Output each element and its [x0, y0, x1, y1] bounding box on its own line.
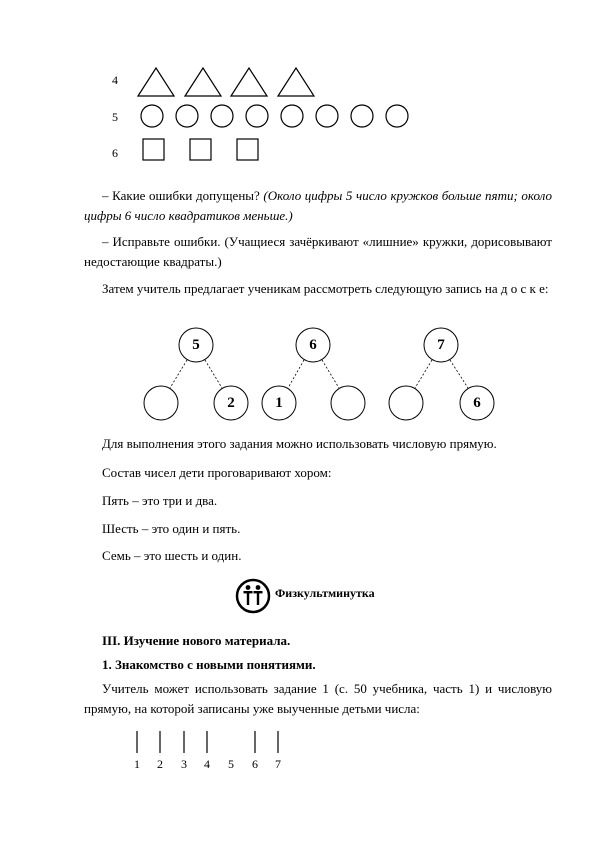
tick-label-1: 1 — [134, 757, 140, 771]
tick-label-4: 4 — [204, 757, 210, 771]
tree1-right-number: 2 — [227, 395, 235, 411]
row-label-5: 5 — [112, 110, 118, 124]
board-paragraph: Затем учитель предлагает ученикам рассмотреть следующую запись на д о с к е: — [102, 281, 549, 296]
tree3-right-number: 6 — [473, 395, 481, 411]
section-heading: III. Изучение нового материала. — [102, 633, 291, 648]
chorus-intro: Состав чисел дети проговаривают хором: — [102, 465, 332, 480]
tree1-top-number: 5 — [192, 337, 200, 353]
answer-text: (Около цифры 5 число кружков больше пяти; около цифры 6 число квадратиков меньше.) — [84, 188, 552, 223]
subsection-heading: 1. Знакомство с новыми понятиями. — [102, 657, 316, 672]
tick-label-3: 3 — [181, 757, 187, 771]
tick-label-7: 7 — [275, 757, 281, 771]
row-label-6: 6 — [112, 146, 118, 160]
tree2-left-number: 1 — [275, 395, 283, 411]
number-line-hint: Для выполнения этого задания можно использовать числовую прямую. — [102, 436, 497, 451]
row-label-4: 4 — [112, 73, 118, 87]
tree2-top-number: 6 — [309, 337, 317, 353]
task-paragraph: Учитель может использовать задание 1 (с. 50 учебника, часть 1) и числовую прямую, на которой записаны уже выученные детьми числа: — [84, 681, 552, 716]
tick-label-5: 5 — [228, 757, 234, 771]
tree3-top-number: 7 — [437, 337, 445, 353]
six-composition: Шесть – это один и пять. — [102, 521, 241, 536]
banner-label: Физкультминутка — [275, 586, 375, 600]
tick-label-2: 2 — [157, 757, 163, 771]
tick-label-6: 6 — [252, 757, 258, 771]
fix-paragraph: – Исправьте ошибки. (Учащиеся зачёркивают «лишние» кружки, дорисовывают недостающие квадраты.) — [84, 234, 552, 269]
seven-composition: Семь – это шесть и один. — [102, 548, 242, 563]
five-composition: Пять – это три и два. — [102, 493, 218, 508]
question-text: – Какие ошибки допущены? — [102, 188, 264, 203]
